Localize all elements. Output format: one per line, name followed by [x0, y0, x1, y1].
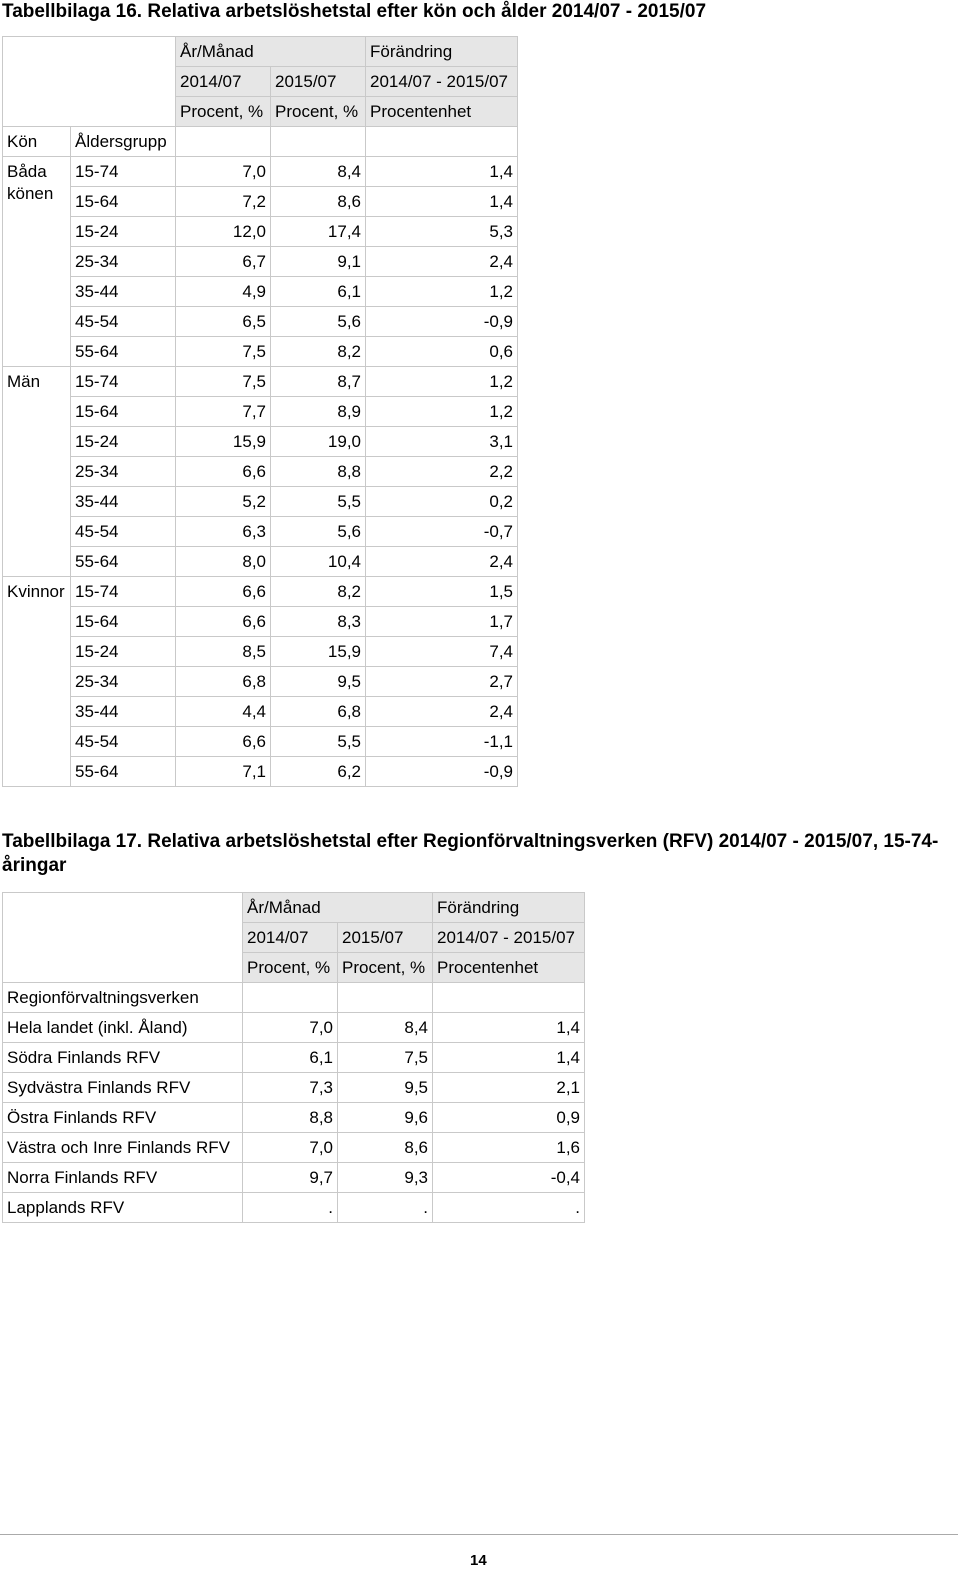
table-row: [3, 1073, 585, 1103]
region-cell: Hela landet (inkl. Åland): [3, 1013, 243, 1043]
age-cell: 15-64: [71, 187, 176, 217]
age-cell: 45-54: [71, 727, 176, 757]
gender-group-label: Män: [3, 367, 71, 577]
region-cell: Södra Finlands RFV: [3, 1043, 243, 1073]
value-2014-cell: 9,7: [243, 1163, 338, 1193]
value-2015-cell: 10,4: [271, 547, 366, 577]
table-row: [3, 157, 518, 187]
table-row: [3, 397, 518, 427]
value-2015-cell: 8,4: [338, 1013, 433, 1043]
value-2015-cell: 8,6: [338, 1133, 433, 1163]
value-2014-cell: 6,6: [176, 577, 271, 607]
change-cell: 1,6: [433, 1133, 585, 1163]
change-cell: 7,4: [366, 637, 518, 667]
table16-header-row-1: [3, 37, 518, 67]
value-2014-cell: 7,3: [243, 1073, 338, 1103]
change-cell: 1,2: [366, 367, 518, 397]
change-cell: 2,7: [366, 667, 518, 697]
value-2015-cell: 8,3: [271, 607, 366, 637]
value-2015-cell: 8,6: [271, 187, 366, 217]
value-2015-cell: 8,4: [271, 157, 366, 187]
value-2015-cell: 9,5: [271, 667, 366, 697]
value-2014-cell: 6,3: [176, 517, 271, 547]
table-row: [3, 547, 518, 577]
table16-title: Tabellbilaga 16. Relativa arbetslöshetstal efter kön och ålder 2014/07 - 2015/07: [2, 1, 707, 22]
table16-period-group-header: År/Månad: [176, 37, 366, 67]
change-cell: 1,2: [366, 397, 518, 427]
table-row: [3, 457, 518, 487]
value-2015-cell: .: [338, 1193, 433, 1223]
table16-gender-header: Kön: [3, 127, 71, 157]
table17-col2-unit: Procent, %: [338, 953, 433, 983]
value-2015-cell: 8,8: [271, 457, 366, 487]
value-2015-cell: 8,9: [271, 397, 366, 427]
table-row: [3, 1163, 585, 1193]
value-2014-cell: 6,6: [176, 457, 271, 487]
table17-header-row-4: [3, 983, 585, 1013]
table17-header-row-1: [3, 893, 585, 923]
value-2015-cell: 6,1: [271, 277, 366, 307]
age-cell: 15-74: [71, 577, 176, 607]
change-cell: 0,9: [433, 1103, 585, 1133]
table16-col3-unit: Procentenhet: [366, 97, 518, 127]
table-row: [3, 427, 518, 457]
change-cell: 1,7: [366, 607, 518, 637]
region-cell: Norra Finlands RFV: [3, 1163, 243, 1193]
table16-col3-period: 2014/07 - 2015/07: [366, 67, 518, 97]
table-row: [3, 277, 518, 307]
age-cell: 15-74: [71, 367, 176, 397]
table-row: [3, 637, 518, 667]
change-cell: 2,2: [366, 457, 518, 487]
change-cell: 2,4: [366, 247, 518, 277]
change-cell: 1,2: [366, 277, 518, 307]
table16-col2-period: 2015/07: [271, 67, 366, 97]
change-cell: 2,1: [433, 1073, 585, 1103]
table-row: [3, 1013, 585, 1043]
value-2015-cell: 15,9: [271, 637, 366, 667]
value-2014-cell: 7,0: [243, 1013, 338, 1043]
value-2015-cell: 5,5: [271, 727, 366, 757]
table16-col1-unit: Procent, %: [176, 97, 271, 127]
value-2015-cell: 6,2: [271, 757, 366, 787]
table17-title: Tabellbilaga 17. Relativa arbetslöshetstal efter Regionförvaltningsverken (RFV) 2014/07 - 2015/07, 15-74-åringar: [2, 831, 939, 876]
footer-divider: [0, 1534, 958, 1535]
table17-body: [3, 1013, 585, 1223]
table-row: [3, 337, 518, 367]
value-2015-cell: 6,8: [271, 697, 366, 727]
age-cell: 55-64: [71, 337, 176, 367]
value-2014-cell: .: [243, 1193, 338, 1223]
value-2015-cell: 9,6: [338, 1103, 433, 1133]
table16-header-row-4: [3, 127, 518, 157]
age-cell: 55-64: [71, 547, 176, 577]
table-row: [3, 187, 518, 217]
page-number: 14: [470, 1552, 487, 1569]
value-2015-cell: 5,6: [271, 307, 366, 337]
table-row: [3, 247, 518, 277]
age-cell: 15-74: [71, 157, 176, 187]
region-cell: Lapplands RFV: [3, 1193, 243, 1223]
value-2014-cell: 5,2: [176, 487, 271, 517]
value-2015-cell: 9,5: [338, 1073, 433, 1103]
value-2014-cell: 7,0: [243, 1133, 338, 1163]
table16-col2-unit: Procent, %: [271, 97, 366, 127]
table17: [2, 892, 585, 1223]
value-2014-cell: 8,8: [243, 1103, 338, 1133]
table16-corner-cell: [3, 37, 176, 127]
age-cell: 35-44: [71, 697, 176, 727]
value-2015-cell: 9,1: [271, 247, 366, 277]
change-cell: -0,4: [433, 1163, 585, 1193]
value-2015-cell: 17,4: [271, 217, 366, 247]
table-row: [3, 367, 518, 397]
change-cell: 2,4: [366, 697, 518, 727]
value-2014-cell: 15,9: [176, 427, 271, 457]
value-2014-cell: 12,0: [176, 217, 271, 247]
table16: [2, 36, 518, 787]
value-2015-cell: 5,5: [271, 487, 366, 517]
table-row: [3, 1103, 585, 1133]
change-cell: 1,4: [433, 1043, 585, 1073]
value-2015-cell: 5,6: [271, 517, 366, 547]
table17-col1-period: 2014/07: [243, 923, 338, 953]
value-2014-cell: 8,0: [176, 547, 271, 577]
table16-age-header: Åldersgrupp: [71, 127, 176, 157]
value-2014-cell: 7,5: [176, 367, 271, 397]
value-2014-cell: 4,4: [176, 697, 271, 727]
table17-region-header: Regionförvaltningsverken: [3, 983, 243, 1013]
age-cell: 35-44: [71, 277, 176, 307]
change-cell: -1,1: [366, 727, 518, 757]
age-cell: 45-54: [71, 307, 176, 337]
change-cell: 5,3: [366, 217, 518, 247]
table-row: [3, 667, 518, 697]
table-row: [3, 697, 518, 727]
change-cell: 1,4: [366, 157, 518, 187]
table17-col3-unit: Procentenhet: [433, 953, 585, 983]
table-row: [3, 1043, 585, 1073]
table-row: [3, 217, 518, 247]
change-cell: .: [433, 1193, 585, 1223]
value-2014-cell: 7,1: [176, 757, 271, 787]
age-cell: 45-54: [71, 517, 176, 547]
value-2015-cell: 8,2: [271, 337, 366, 367]
change-cell: 1,4: [433, 1013, 585, 1043]
value-2014-cell: 7,2: [176, 187, 271, 217]
value-2015-cell: 7,5: [338, 1043, 433, 1073]
age-cell: 25-34: [71, 247, 176, 277]
age-cell: 15-24: [71, 427, 176, 457]
value-2014-cell: 7,0: [176, 157, 271, 187]
table-row: [3, 517, 518, 547]
value-2015-cell: 19,0: [271, 427, 366, 457]
table17-change-group-header: Förändring: [433, 893, 585, 923]
table-row: [3, 607, 518, 637]
value-2015-cell: 8,7: [271, 367, 366, 397]
value-2014-cell: 7,7: [176, 397, 271, 427]
gender-group-label: Båda könen: [3, 157, 71, 367]
change-cell: 1,5: [366, 577, 518, 607]
age-cell: 25-34: [71, 457, 176, 487]
change-cell: -0,9: [366, 307, 518, 337]
table17-col3-period: 2014/07 - 2015/07: [433, 923, 585, 953]
age-cell: 15-64: [71, 397, 176, 427]
change-cell: 0,6: [366, 337, 518, 367]
table-row: [3, 307, 518, 337]
table16-change-group-header: Förändring: [366, 37, 518, 67]
table-row: [3, 577, 518, 607]
value-2014-cell: 6,5: [176, 307, 271, 337]
value-2014-cell: 4,9: [176, 277, 271, 307]
table17-period-group-header: År/Månad: [243, 893, 433, 923]
region-cell: Västra och Inre Finlands RFV: [3, 1133, 243, 1163]
value-2014-cell: 6,6: [176, 607, 271, 637]
table16-col1-period: 2014/07: [176, 67, 271, 97]
table17-col1-unit: Procent, %: [243, 953, 338, 983]
table-row: [3, 487, 518, 517]
table-row: [3, 727, 518, 757]
value-2014-cell: 6,1: [243, 1043, 338, 1073]
change-cell: -0,9: [366, 757, 518, 787]
value-2014-cell: 8,5: [176, 637, 271, 667]
age-cell: 15-64: [71, 607, 176, 637]
table17-col2-period: 2015/07: [338, 923, 433, 953]
value-2015-cell: 9,3: [338, 1163, 433, 1193]
value-2014-cell: 6,7: [176, 247, 271, 277]
table16-body: [3, 157, 518, 787]
age-cell: 25-34: [71, 667, 176, 697]
region-cell: Sydvästra Finlands RFV: [3, 1073, 243, 1103]
value-2014-cell: 6,6: [176, 727, 271, 757]
change-cell: 2,4: [366, 547, 518, 577]
value-2014-cell: 7,5: [176, 337, 271, 367]
value-2014-cell: 6,8: [176, 667, 271, 697]
gender-group-label: Kvinnor: [3, 577, 71, 787]
region-cell: Östra Finlands RFV: [3, 1103, 243, 1133]
age-cell: 55-64: [71, 757, 176, 787]
change-cell: -0,7: [366, 517, 518, 547]
change-cell: 0,2: [366, 487, 518, 517]
table17-corner-cell: [3, 893, 243, 983]
age-cell: 35-44: [71, 487, 176, 517]
age-cell: 15-24: [71, 217, 176, 247]
value-2015-cell: 8,2: [271, 577, 366, 607]
table-row: [3, 1193, 585, 1223]
age-cell: 15-24: [71, 637, 176, 667]
table-row: [3, 757, 518, 787]
change-cell: 3,1: [366, 427, 518, 457]
change-cell: 1,4: [366, 187, 518, 217]
table-row: [3, 1133, 585, 1163]
